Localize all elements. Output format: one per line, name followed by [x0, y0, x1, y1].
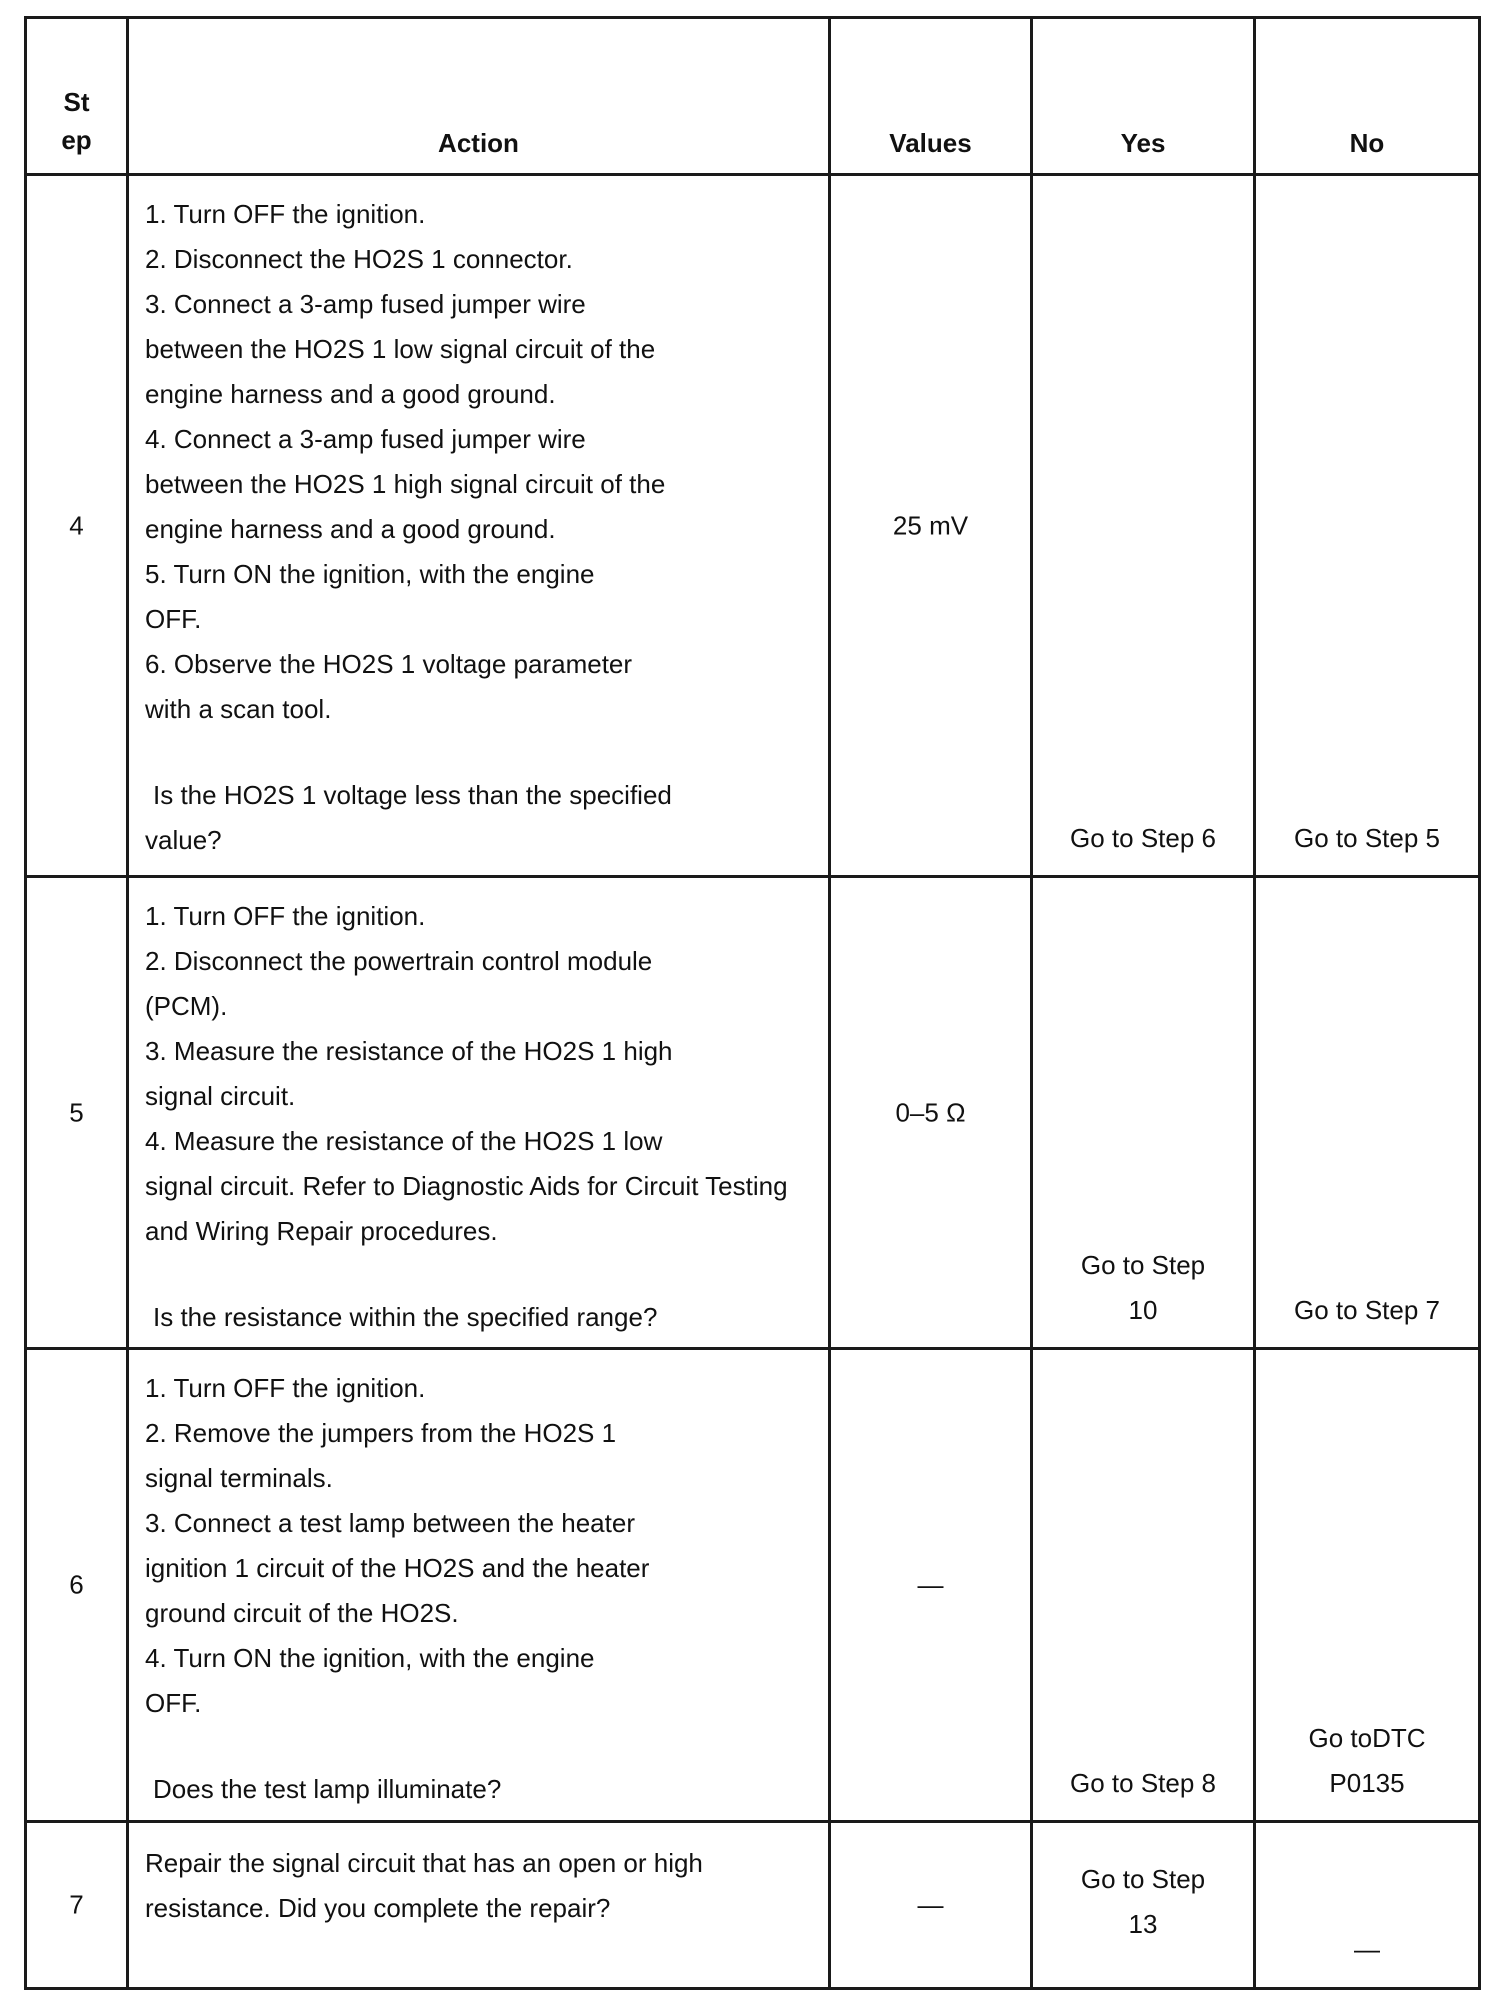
action-line: OFF. — [145, 604, 202, 634]
action-line: 3. Measure the resistance of the HO2S 1 high — [145, 1036, 673, 1066]
action-line: 3. Connect a 3-amp fused jumper wire — [145, 289, 586, 319]
yes-result-line: Go to Step — [1080, 1250, 1206, 1280]
spec-value: 25 mV — [892, 510, 969, 540]
action-line: between the HO2S 1 low signal circuit of the — [145, 334, 656, 364]
table-row — [26, 1822, 1480, 1989]
header-yes: Yes — [1032, 18, 1255, 175]
no-result-line: Go toDTC — [1308, 1723, 1426, 1753]
action-line: between the HO2S 1 high signal circuit of the — [145, 469, 666, 499]
action-line: OFF. — [145, 1688, 202, 1718]
action-line: 1. Turn OFF the ignition. — [145, 1373, 426, 1403]
no-cell — [1255, 175, 1480, 877]
table-row — [26, 877, 1480, 1349]
no-cell — [1255, 877, 1480, 1349]
table-row — [26, 175, 1480, 877]
step-cell — [26, 1349, 128, 1822]
action-cell — [128, 175, 830, 877]
diagnostic-table — [24, 16, 1481, 1990]
no-result: — — [1354, 1934, 1380, 1964]
step-cell — [26, 175, 128, 877]
spec-value: — — [917, 1889, 944, 1920]
yes-cell — [1032, 1822, 1255, 1989]
step-number: 7 — [69, 1889, 84, 1920]
no-cell — [1255, 1822, 1480, 1989]
spec-value: — — [917, 1569, 944, 1600]
header-step-line2: ep — [61, 125, 92, 155]
action-line: 2. Disconnect the powertrain control module — [145, 946, 653, 976]
action-line: 2. Disconnect the HO2S 1 connector. — [145, 244, 573, 274]
no-result: Go to Step 7 — [1294, 1295, 1440, 1325]
no-result-line: P0135 — [1329, 1768, 1405, 1798]
action-line: 4. Connect a 3-amp fused jumper wire — [145, 424, 586, 454]
action-line: 4. Measure the resistance of the HO2S 1 low — [145, 1126, 663, 1156]
action-cell — [128, 877, 830, 1349]
yes-result — [1033, 1243, 1253, 1333]
action-line: engine harness and a good ground. — [145, 514, 556, 544]
action-line: 1. Turn OFF the ignition. — [145, 199, 426, 229]
no-result — [1256, 1716, 1478, 1806]
step-cell — [26, 877, 128, 1349]
yes-result-line: Go to Step — [1080, 1864, 1206, 1894]
yes-cell — [1032, 877, 1255, 1349]
header-no: No — [1255, 18, 1480, 175]
question-line: Does the test lamp illuminate? — [153, 1774, 502, 1804]
action-line: (PCM). — [145, 991, 228, 1021]
question-line: Is the resistance within the specified range? — [153, 1302, 658, 1332]
yes-cell — [1032, 175, 1255, 877]
yes-result-line: 10 — [1128, 1295, 1158, 1325]
action-line: 2. Remove the jumpers from the HO2S 1 — [145, 1418, 617, 1448]
action-line: Repair the signal circuit that has an open or high — [145, 1848, 703, 1878]
action-line: 4. Turn ON the ignition, with the engine — [145, 1643, 595, 1673]
header-step — [26, 18, 128, 175]
question-line: value? — [145, 825, 222, 855]
step-number: 5 — [69, 1097, 84, 1127]
action-line: 6. Observe the HO2S 1 voltage parameter — [145, 649, 633, 679]
action-line: signal terminals. — [145, 1463, 333, 1493]
action-line: and Wiring Repair procedures. — [145, 1216, 498, 1246]
header-values: Values — [830, 18, 1032, 175]
yes-result: Go to Step 6 — [1070, 823, 1216, 853]
action-line: engine harness and a good ground. — [145, 379, 556, 409]
yes-result: Go to Step 8 — [1070, 1768, 1216, 1798]
action-line: signal circuit. Refer to Diagnostic Aids for Circuit Testing — [145, 1171, 788, 1201]
yes-result-line: 13 — [1128, 1909, 1158, 1939]
step-number: 6 — [69, 1569, 84, 1600]
values-cell — [830, 1349, 1032, 1822]
values-cell — [830, 175, 1032, 877]
step-cell — [26, 1822, 128, 1989]
values-cell — [830, 877, 1032, 1349]
action-line: 1. Turn OFF the ignition. — [145, 901, 426, 931]
action-line: resistance. Did you complete the repair? — [145, 1893, 611, 1923]
header-action: Action — [128, 18, 830, 175]
step-number: 4 — [69, 510, 84, 540]
header-step-line1: St — [63, 87, 90, 117]
action-line: with a scan tool. — [145, 694, 332, 724]
action-line: 3. Connect a test lamp between the heater — [145, 1508, 635, 1538]
yes-result — [1033, 1857, 1253, 1947]
no-cell — [1255, 1349, 1480, 1822]
question-line: Is the HO2S 1 voltage less than the specified — [153, 780, 672, 810]
values-cell — [830, 1822, 1032, 1989]
action-cell — [128, 1822, 830, 1989]
spec-value: 0–5 Ω — [895, 1097, 966, 1127]
yes-cell — [1032, 1349, 1255, 1822]
action-line: ignition 1 circuit of the HO2S and the heater — [145, 1553, 650, 1583]
action-line: signal circuit. — [145, 1081, 296, 1111]
action-line: ground circuit of the HO2S. — [145, 1598, 459, 1628]
action-line: 5. Turn ON the ignition, with the engine — [145, 559, 595, 589]
action-cell — [128, 1349, 830, 1822]
table-row — [26, 1349, 1480, 1822]
no-result: Go to Step 5 — [1294, 823, 1440, 853]
header-row — [26, 18, 1480, 175]
